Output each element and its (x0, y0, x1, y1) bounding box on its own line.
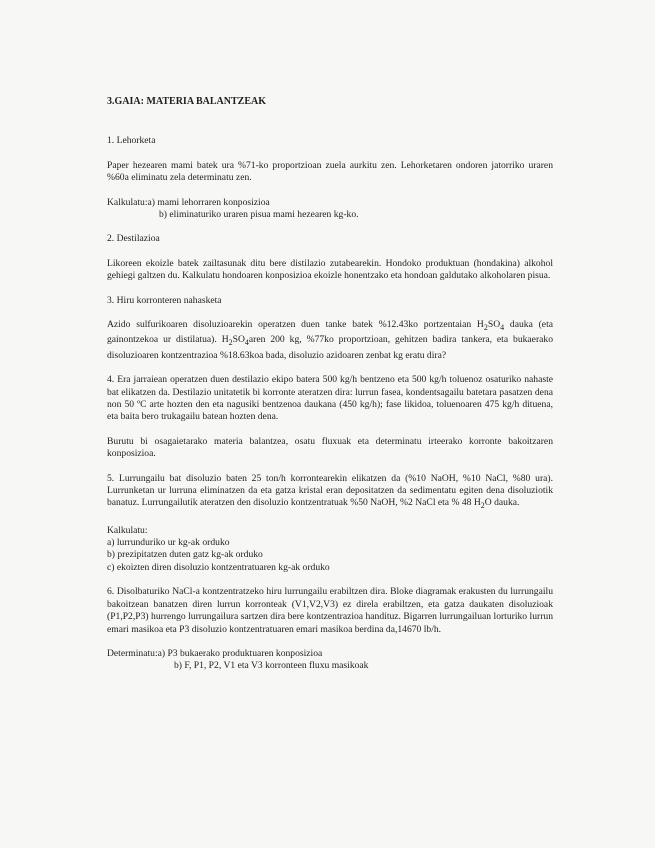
section-5-item-b: b) prezipitatzen duten gatz kg-ak orduko (107, 549, 263, 561)
section-5-item-c: c) ekoizten diren disoluzio kontzentratuaren kg-ak orduko (107, 561, 330, 573)
section-1-kalkulatu-a: a) mami lehorraren konposizioa (147, 196, 270, 208)
subscript: 2 (228, 338, 233, 348)
document-content (107, 96, 553, 685)
section-6-determinatu-b: b) F, P1, P2, V1 eta V3 korronteen fluxu masikoak (174, 660, 369, 672)
subscript: 2 (483, 322, 488, 332)
section-3-text-part: SO (487, 319, 501, 331)
section-3-text-part: SO (232, 334, 245, 346)
section-1-kalkulatu-label: Kalkulatu: (107, 196, 148, 208)
section-5-kalkulatu-label: Kalkulatu: (107, 524, 148, 536)
section-5-text (107, 473, 553, 513)
section-5-kalkulatu (107, 525, 553, 575)
subscript: 4 (500, 322, 505, 332)
page-title: 3.GAIA: MATERIA BALANTZEAK (107, 96, 266, 107)
section-6-determinatu-a: a) P3 bukaerako produktuaren konposizioa (157, 647, 323, 659)
section-4-text: 4. Era jarraiean operatzen duen destilazio ekipo batera 500 kg/h bentzeno eta 500 kg/h toluenoz osaturiko nahaste bat elikatzen da. Destilazio unitatetik bi korronte ateratzen dira: lurrun fasea, kondentsagailu batetara pasatzen dena non 50 ºC arte hozten den eta nagusiki bentzenoa daukana (450 kg/h); fase likidoa, toluenoaren 475 kg/h dituena, eta baita bero trukagailu batean hozten dena. (107, 374, 553, 423)
section-5-text-part: 5. Lurrungailu bat disoluzio baten 25 ton/h korrontearekin elikatzen da (%10 NaOH, %10 NaCl, %80 ura). Lurrunketan ur lurruna eliminatzen da eta gatza kristal eran depositatzen da sedimentatu egiten dena disoluziotik banatuz. Lurrungailutik ateratzen den disoluzio kontzentratuak %50 NaOH, %2 NaCl eta % 48 H (107, 472, 553, 509)
subscript: 4 (244, 338, 249, 348)
section-2-text: Likoreen ekoizle batek zailtasunak ditu bere distilazio zutabearekin. Hondoko produktuan (hondakina) alkohol gehiegi galtzen du. Kalkulatu hondoaren konposizioa ekoizle honentzako eta hondoan galdutako alkoholaren pisua. (107, 257, 553, 282)
section-3-heading: 3. Hiru korronteren nahasketa (107, 294, 222, 306)
section-2-heading: 2. Destilazioa (107, 233, 160, 245)
section-1-kalkulatu (107, 197, 553, 222)
section-3-text-part: aren 200 kg, %77ko proportzioan, gehitzen badira tankera, eta bukaerako disoluzioaren kontzentrazioa %18.63koa bada, disoluzio azidoaren zenbat kg eratu dira? (107, 334, 553, 361)
section-5-item-a: a) lurrunduriko ur kg-ak orduko (107, 537, 230, 549)
section-1-kalkulatu-b: b) eliminaturiko uraren pisua mami hezearen kg-ko. (159, 209, 359, 221)
section-1-text: Paper hezearen mami batek ura %71-ko proportzioan zuela aurkitu zen. Lehorketaren ondoren jatorriko uraren %60a eliminatu zela determinatu zen. (107, 159, 553, 184)
section-6-determinatu-label: Determinatu: (107, 647, 158, 659)
section-4-task: Burutu bi osagaietarako materia balantzea, osatu fluxuak eta determinatu irteerako korronte bakoitzaren konposizioa. (107, 435, 553, 460)
section-6-determinatu (107, 648, 553, 673)
section-3-text-part: Azido sulfurikoaren disoluzioarekin operatzen duen tanke batek %12.43ko portzentaian H (107, 319, 484, 331)
section-3-text-part: dauka (eta gainontzekoa ur distilatua). H (107, 319, 553, 346)
section-5-text-part: O dauka. (484, 497, 520, 509)
section-1-heading: 1. Lehorketa (107, 135, 156, 147)
section-6-text: 6. Disolbaturiko NaCl-a kontzentratzeko hiru lurrungailu erabiltzen dira. Bloke diagramak erakusten du lurrungailu bakoitzean banatzen diren lurrun korronteak (V1,V2,V3) ez direla erabiltzen, eta gatza daukaten disoluzioak (P1,P2,P3) hurrengo lurrungailura sartzen dira bere kontzentrazioa handituz. Bigarren lurrungailuan lorturiko lurrun emari masikoa eta P3 disoluzio kontzentratuaren emari masikoa berdina da,14670 lb/h. (107, 586, 553, 635)
subscript: 2 (480, 501, 485, 511)
section-3-text (107, 319, 553, 362)
